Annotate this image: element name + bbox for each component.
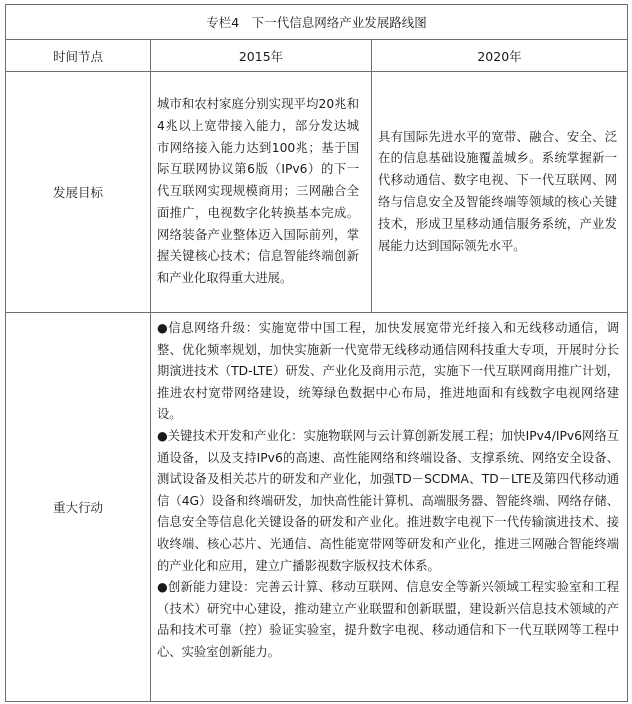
goals-2020-cell bbox=[372, 72, 628, 313]
goals-label: 发展目标 bbox=[6, 72, 151, 313]
header-2015: 2015年 bbox=[151, 40, 372, 72]
action-item-key-technology: ●关键技术开发和产业化：实施物联网与云计算创新发展工程；加快IPv4/IPv6网络互通设备，以及支持IPv6的高速、高性能网络和终端设备、支撑系统、网络安全设备、测试设备及相关芯片的研发和产业化，加强TD－SCDMA、TD－LTE及第四代移动通信（4G）设备和终端研发，加快高性能计算机、高端服务器、智能终端、网络存储、信息安全等信息化关键设备的研发和产业化。推进数字电视下一代传输演进技术、接收终端、核心芯片、光通信、高性能宽带网等研发和产业化，推进三网融合智能终端的产业化和应用，建立广播影视数字版权技术体系。 bbox=[157, 428, 620, 573]
goals-2015-cell bbox=[151, 72, 372, 313]
actions-text bbox=[151, 313, 627, 664]
goals-2015-text: 城市和农村家庭分别实现平均20兆和4兆以上宽带接入能力，部分发达城市网络接入能力达到100兆；基于国际互联网协议第6版（IPv6）的下一代互联网实现规模商用；三网融合全面推广，电视数字化转换基本完成。网络装备产业整体迈入国际前列，掌握关键核心技术；信息智能终端创新和产业化取得重大进展。 bbox=[157, 96, 359, 286]
header-2020: 2020年 bbox=[372, 40, 628, 72]
title-row bbox=[6, 5, 628, 40]
roadmap-table bbox=[5, 4, 628, 702]
header-stage: 时间节点 bbox=[6, 40, 151, 72]
header-row bbox=[6, 40, 628, 72]
action-item-network-upgrade: ●信息网络升级：实施宽带中国工程，加快发展宽带光纤接入和无线移动通信，调整、优化频率规划，加快实施新一代宽带无线移动通信网科技重大专项，开展时分长期演进技术（TD-LTE）研发、产业化及商用示范，实施下一代互联网商用推广计划，推进农村宽带网络建设，统筹绿色数据中心布局，推进地面和有线数字电视网络建设。 bbox=[157, 321, 620, 422]
actions-row bbox=[6, 313, 628, 702]
goals-2020-text: 具有国际先进水平的宽带、融合、安全、泛在的信息基础设施覆盖城乡。系统掌握新一代移动通信、数字电视、下一代互联网、网络与信息安全及智能终端等领域的核心关键技术，形成卫星移动通信服务系统，产业发展能力达到国际领先水平。 bbox=[378, 129, 618, 253]
actions-label: 重大行动 bbox=[6, 313, 151, 702]
action-item-innovation-capacity: ●创新能力建设：完善云计算、移动互联网、信息安全等新兴领域工程实验室和工程（技术）研究中心建设，推动建立产业联盟和创新联盟，建设新兴信息技术领域的产品和技术可靠（控）验证实验室，提升数字电视、移动通信和下一代互联网等工程中心、实验室创新能力。 bbox=[157, 580, 620, 659]
actions-cell bbox=[151, 313, 628, 702]
goals-row bbox=[6, 72, 628, 313]
table-title: 专栏4 下一代信息网络产业发展路线图 bbox=[6, 5, 628, 40]
